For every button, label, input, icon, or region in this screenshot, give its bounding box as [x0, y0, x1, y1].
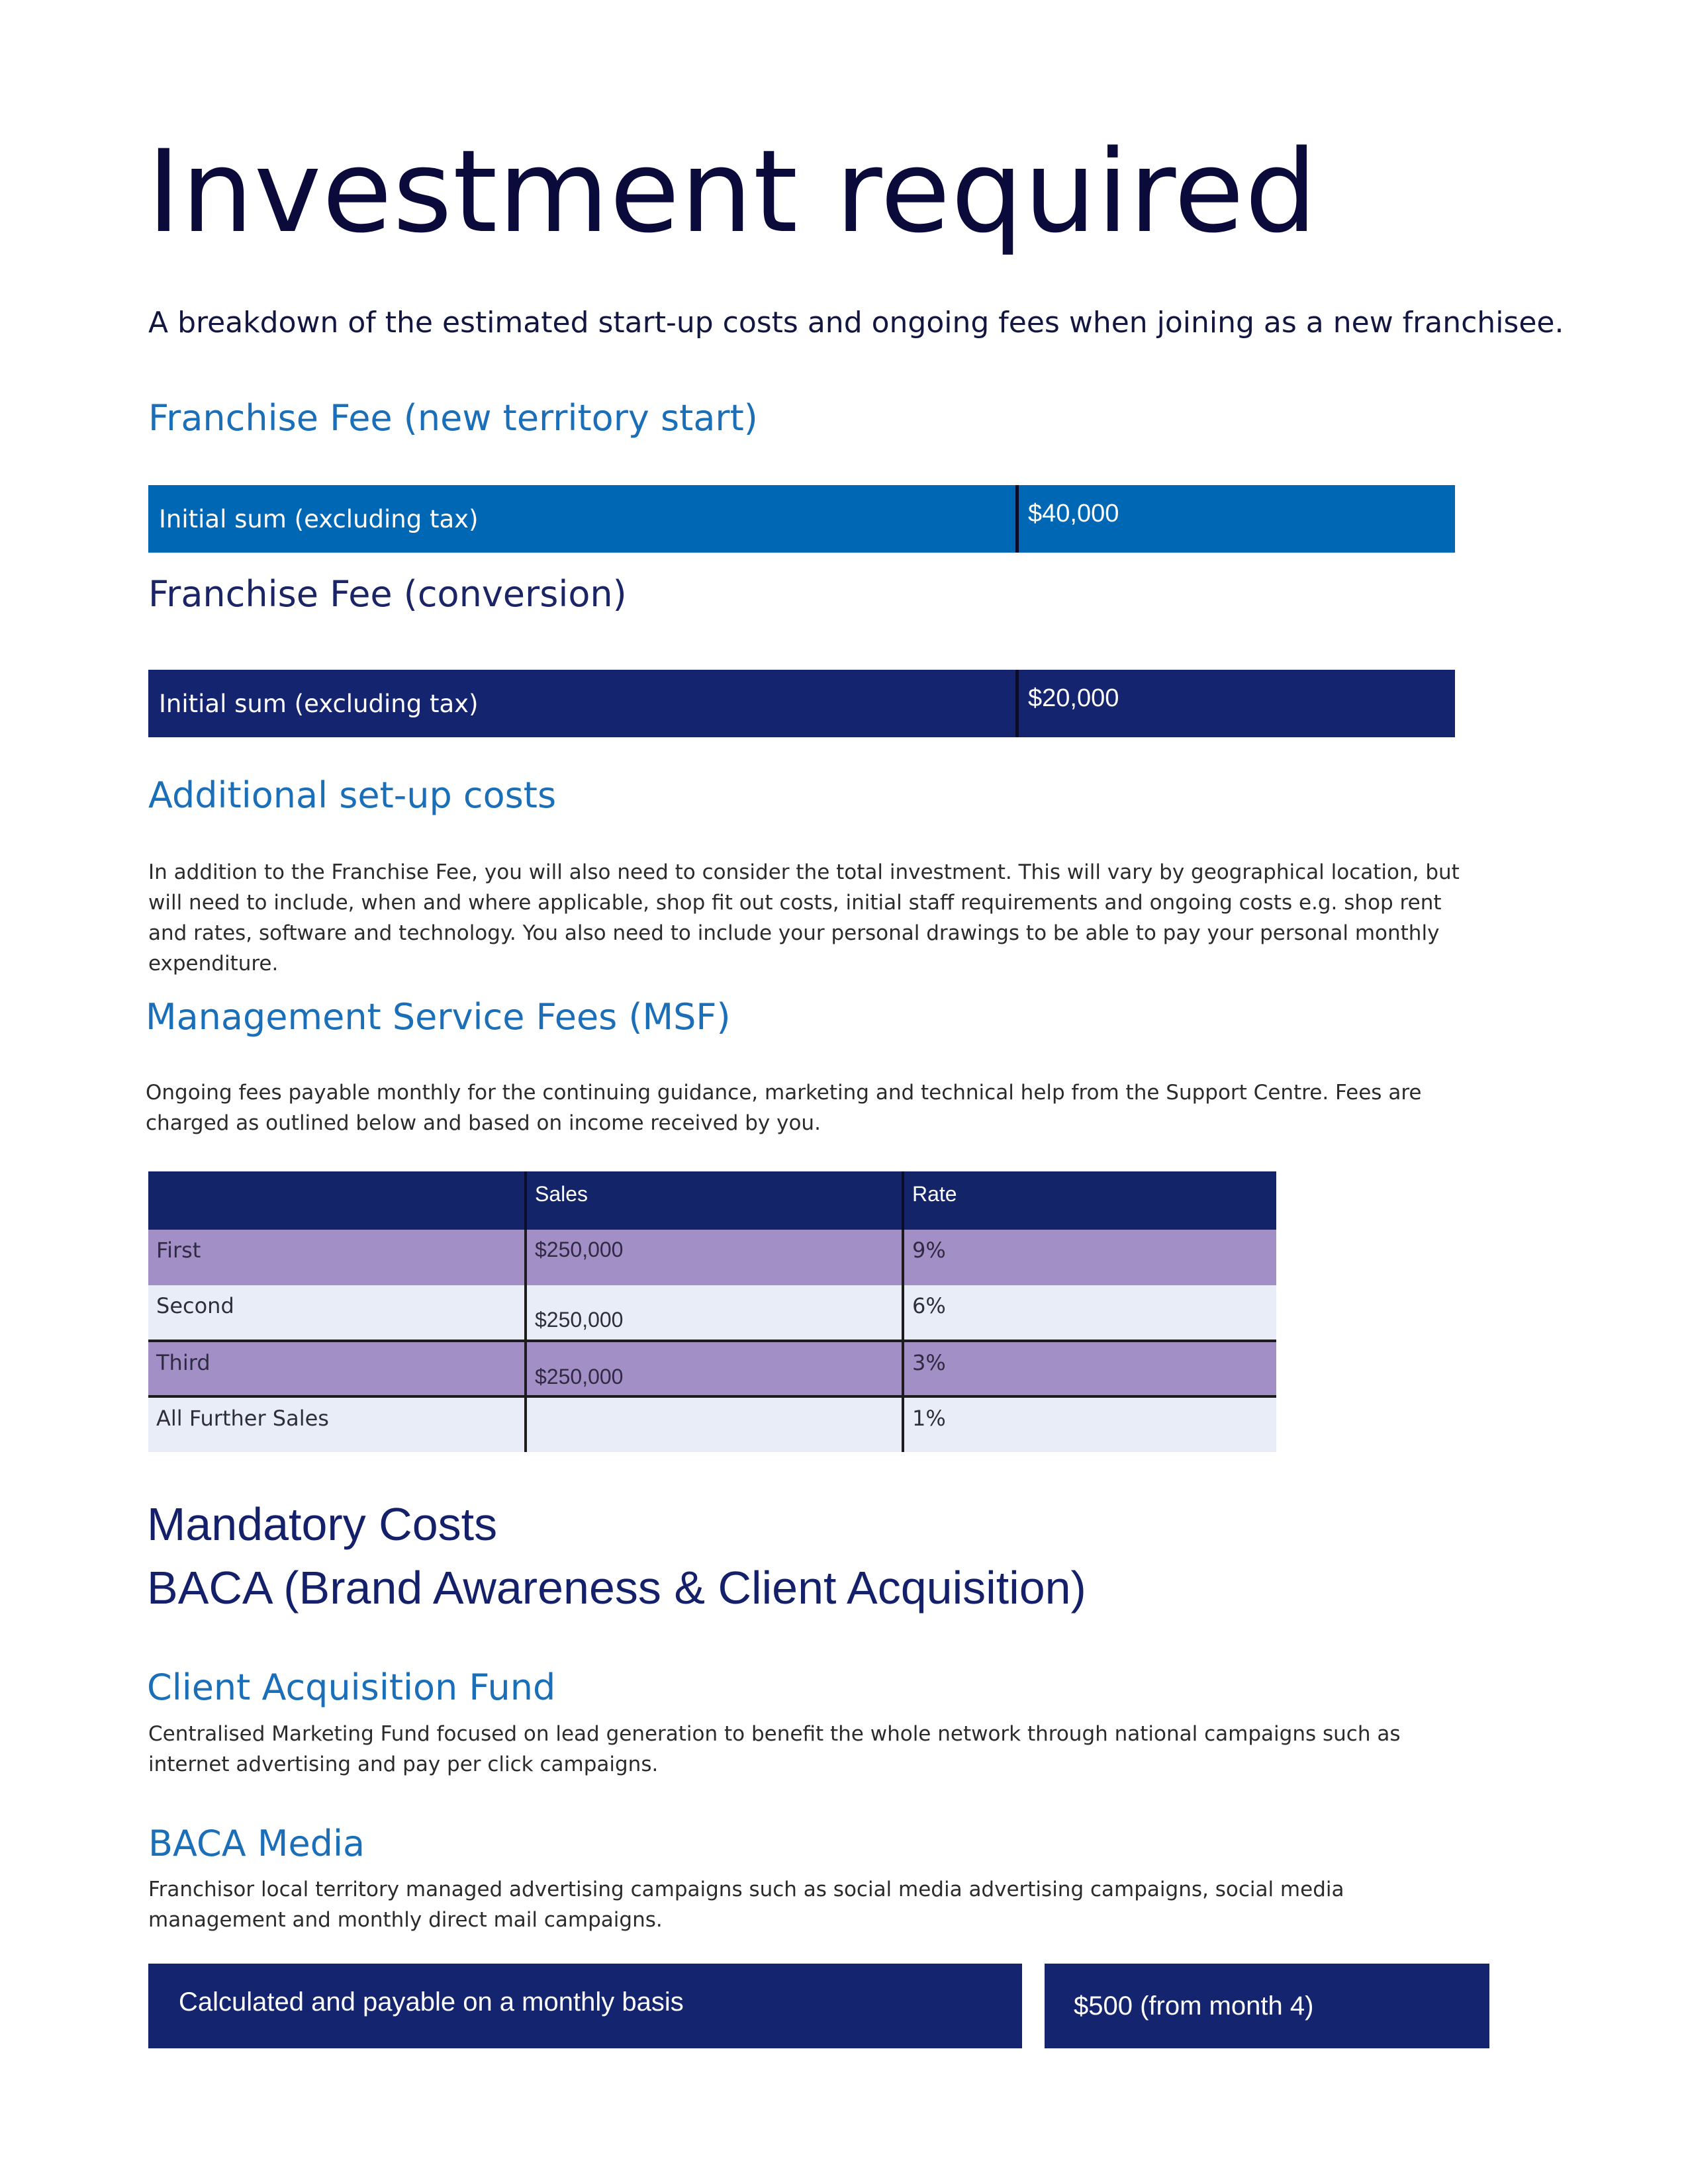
baca-fee-box: $500 (from month 4)	[1045, 1964, 1489, 2048]
franchise-conversion-heading: Franchise Fee (conversion)	[148, 573, 627, 615]
mandatory-heading: Mandatory Costs	[147, 1498, 498, 1550]
msf-tier: Third	[148, 1341, 526, 1396]
msf-tier: Second	[148, 1285, 526, 1341]
franchise-new-label: Initial sum (excluding tax)	[159, 504, 479, 533]
msf-tier: All Further Sales	[148, 1396, 526, 1452]
msf-sales: $250,000	[526, 1341, 903, 1396]
additional-heading: Additional set-up costs	[148, 774, 557, 816]
client-fund-body: Centralised Marketing Fund focused on lead generation to benefit the whole network through national campaigns such as internet advertising and pay per click campaigns.	[148, 1722, 1401, 1776]
msf-body: Ongoing fees payable monthly for the continuing guidance, marketing and technical help from the Support Centre. Fees are charged as outlined below and based on income received by you.	[146, 1081, 1422, 1135]
franchise-new-bar	[148, 485, 1455, 553]
page-subtitle: A breakdown of the estimated start-up costs and ongoing fees when joining as a new franchisee.	[148, 306, 1564, 340]
franchise-conversion-label: Initial sum (excluding tax)	[159, 689, 479, 718]
msf-tier: First	[148, 1230, 526, 1285]
msf-sales: $250,000	[526, 1285, 903, 1341]
table-row	[148, 1396, 1276, 1452]
msf-rate: 6%	[903, 1285, 1276, 1341]
additional-body: In addition to the Franchise Fee, you will also need to consider the total investment. This will vary by geographical location, but will need to include, when and where applicable, shop fit out costs, initial staff requirements and ongoing costs e.g. shop rent and rates, software and technology. You also need to include your personal drawings to be able to pay your personal monthly expenditure.	[148, 860, 1460, 976]
msf-rate: 9%	[903, 1230, 1276, 1285]
franchise-new-heading: Franchise Fee (new territory start)	[148, 397, 758, 439]
franchise-new-value: $40,000	[1028, 500, 1119, 527]
baca-media-body: Franchisor local territory managed advertising campaigns such as social media advertising campaigns, social media management and monthly direct mail campaigns.	[148, 1878, 1344, 1932]
msf-rate: 3%	[903, 1341, 1276, 1396]
client-fund-heading: Client Acquisition Fund	[147, 1666, 556, 1708]
msf-rate: 1%	[903, 1396, 1276, 1452]
franchise-conversion-bar	[148, 670, 1455, 737]
page-title: Investment required	[147, 125, 1318, 258]
msf-column-header-sales: Sales	[526, 1171, 903, 1230]
baca-heading: BACA (Brand Awareness & Client Acquisition)	[147, 1562, 1086, 1614]
msf-table-header-row	[148, 1171, 1276, 1230]
table-row	[148, 1285, 1276, 1341]
msf-table	[148, 1171, 1276, 1452]
baca-media-heading: BACA Media	[148, 1823, 365, 1864]
msf-heading: Management Service Fees (MSF)	[146, 996, 731, 1038]
msf-column-header-rate: Rate	[903, 1171, 1276, 1230]
msf-sales	[526, 1396, 903, 1452]
table-row	[148, 1341, 1276, 1396]
msf-column-header	[148, 1171, 526, 1230]
msf-sales: $250,000	[526, 1230, 903, 1285]
franchise-conversion-value: $20,000	[1028, 684, 1119, 712]
monthly-basis-box: Calculated and payable on a monthly basis	[148, 1964, 1022, 2048]
table-row	[148, 1230, 1276, 1285]
